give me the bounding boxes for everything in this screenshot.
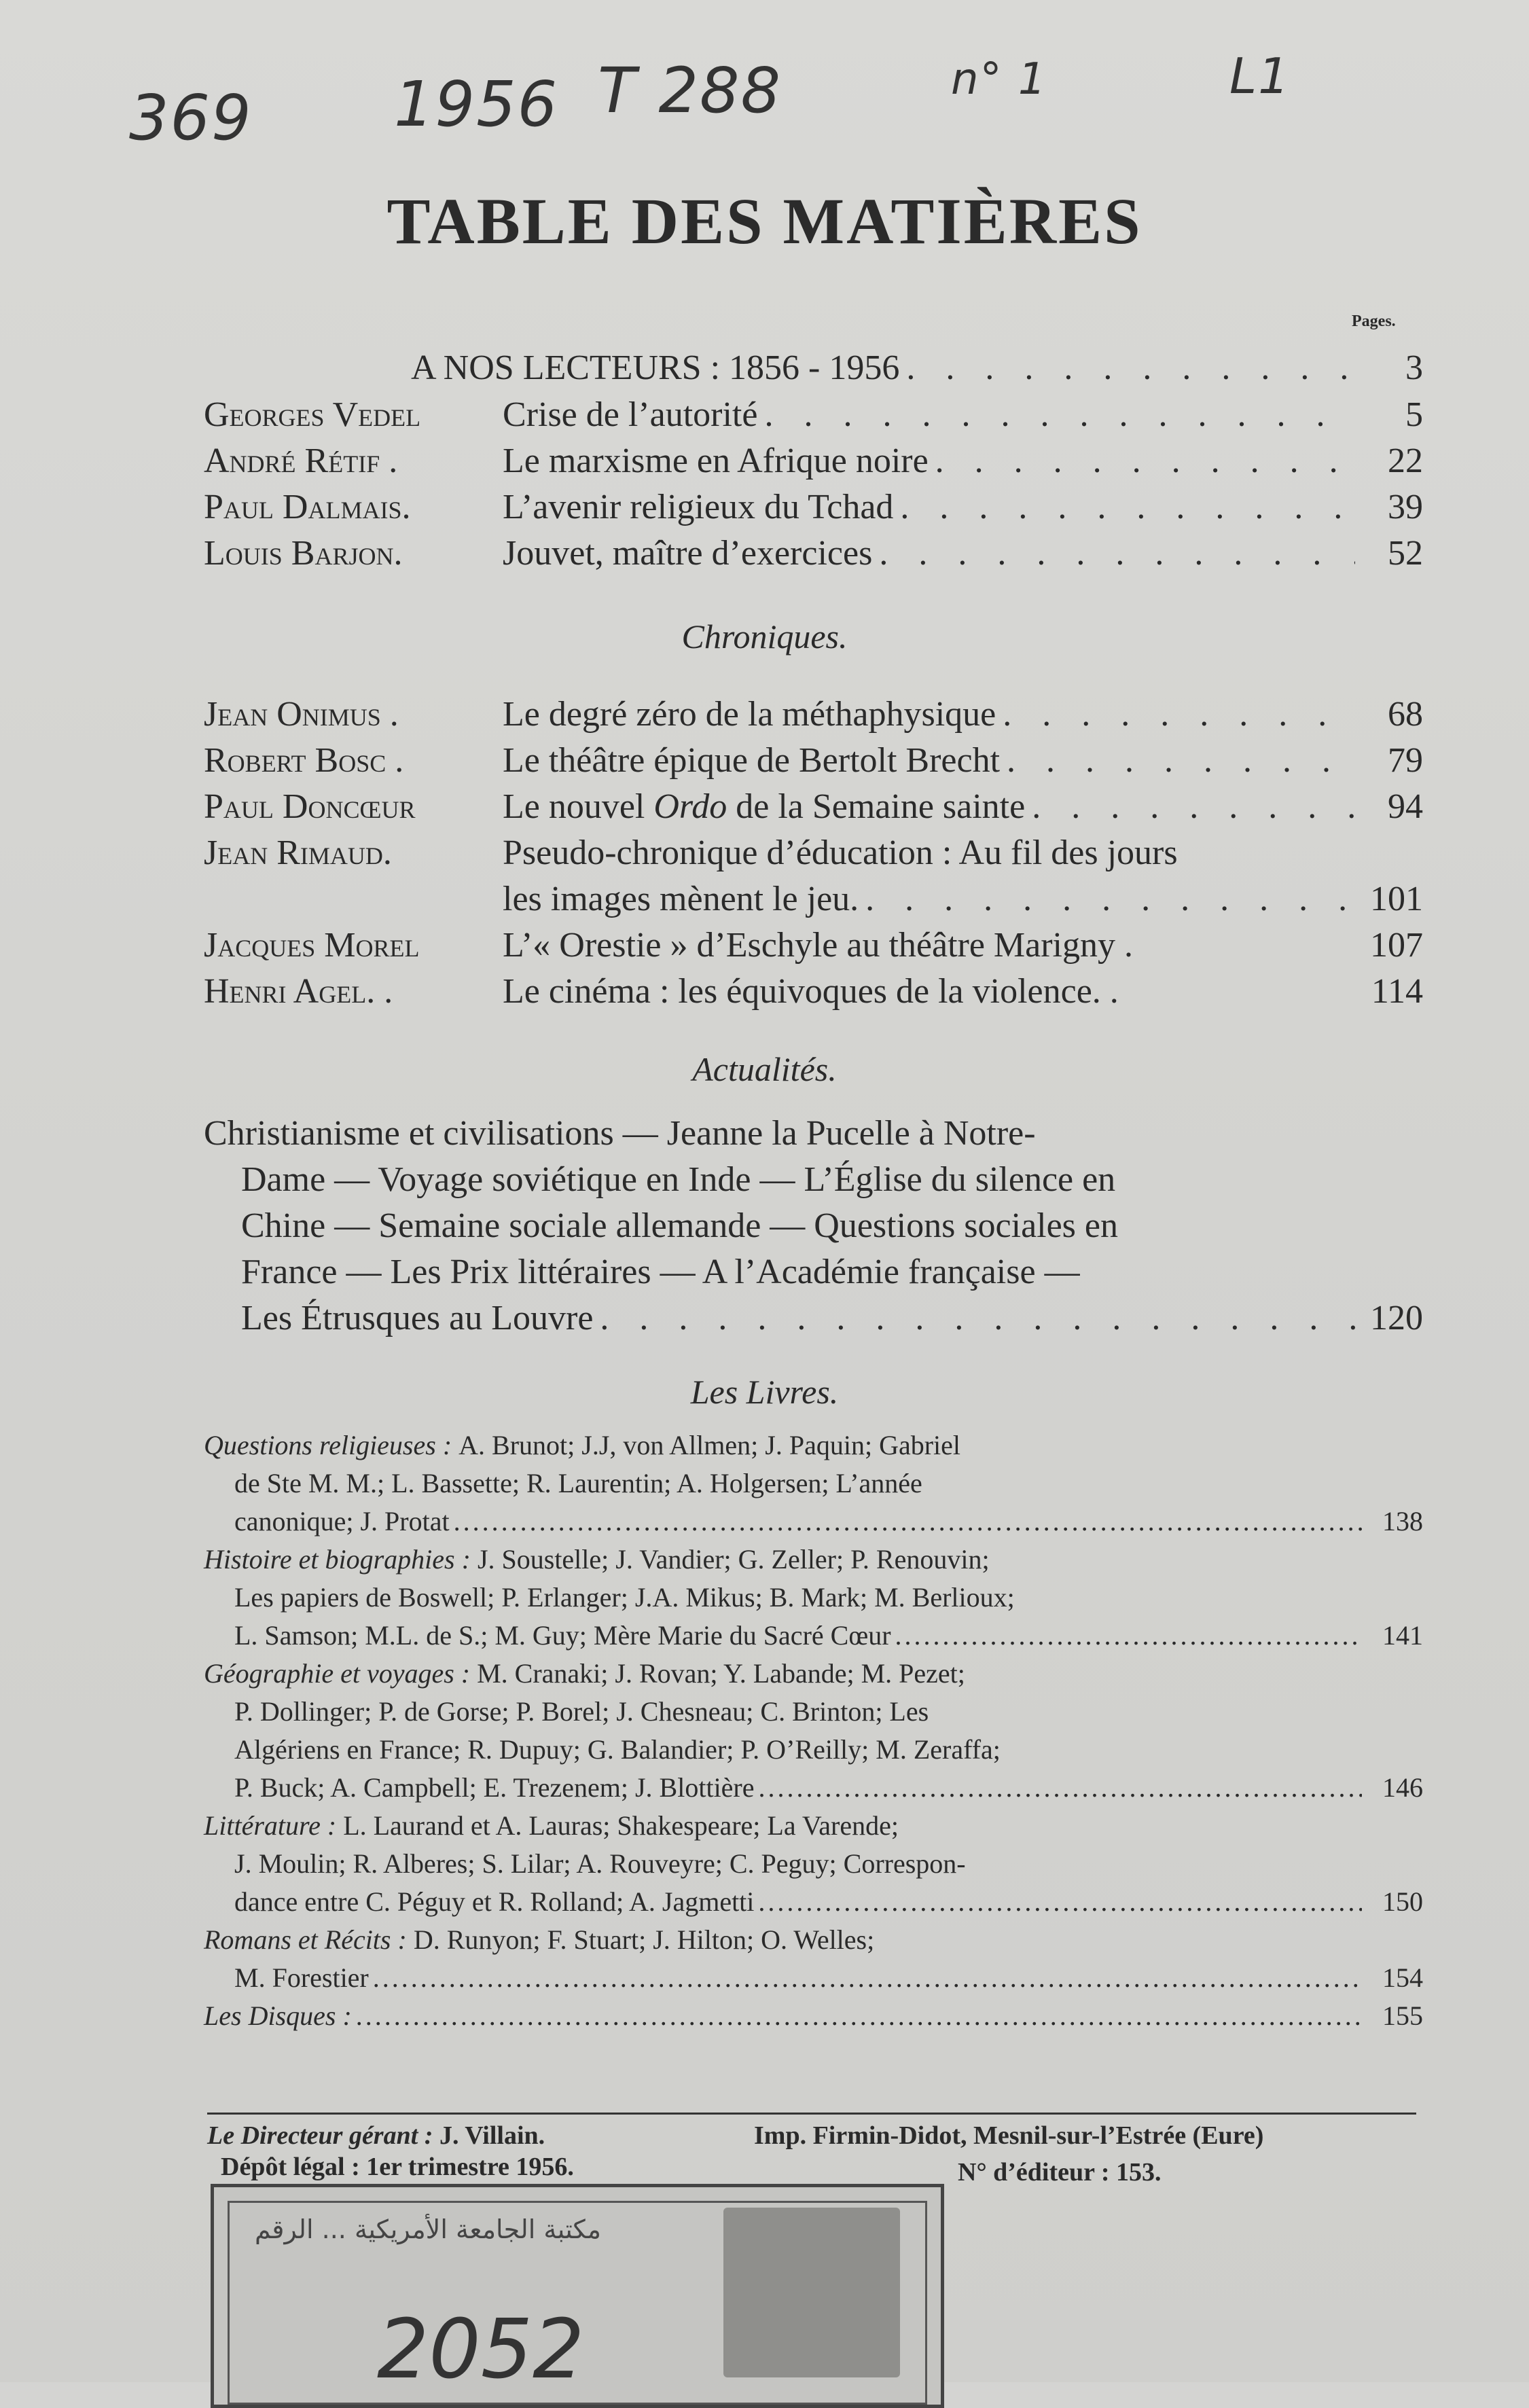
livres-line — [204, 1921, 1423, 1959]
livres-text: Les papiers de Boswell; P. Erlanger; J.A. Mikus; B. Mark; M. Berlioux; — [234, 1582, 1015, 1613]
chronique-title-pre: Le nouvel — [503, 787, 654, 826]
livres-category: Littérature : — [204, 1810, 337, 1841]
stamp-text: مكتبة الجامعة الأمريكية ... الرقم — [255, 2214, 602, 2244]
handwritten-number: 369 — [129, 82, 253, 154]
livres-text: dance entre C. Péguy et R. Rolland; A. Jagmetti — [234, 1886, 755, 1917]
livres-page: 138 — [1382, 1506, 1423, 1537]
toc-article — [204, 531, 1423, 577]
toc-chronique — [204, 969, 1423, 1015]
section-actualites: Actualités. — [692, 1050, 837, 1088]
livres-category: Questions religieuses : — [204, 1430, 452, 1460]
article-title: Jouvet, maître d’exercices — [503, 534, 873, 573]
livres-page: 141 — [1382, 1620, 1423, 1651]
dot-leader — [891, 1617, 1362, 1655]
section-livres: Les Livres. — [690, 1373, 839, 1411]
chronique-title: Le degré zéro de la méthaphysique — [503, 695, 996, 734]
livres-line — [204, 1845, 1423, 1883]
article-author: Georges Vedel — [204, 395, 421, 434]
article-author: Paul Dalmais. — [204, 488, 411, 526]
handwritten-year: 1956 — [394, 68, 559, 141]
dot-leader — [754, 1883, 1362, 1921]
toc-intro — [204, 345, 1423, 391]
article-author: Louis Barjon. — [204, 534, 403, 573]
chronique-title: Le cinéma : les équivoques de la violence. . — [503, 972, 1119, 1011]
livres-line — [204, 1883, 1423, 1921]
livres-line — [204, 1959, 1423, 1997]
livres-page: 155 — [1382, 2000, 1423, 2031]
livres-line — [204, 1541, 1423, 1579]
actualites-line — [204, 1203, 1426, 1249]
dot-leader — [929, 438, 1355, 484]
toc-article — [204, 438, 1423, 484]
footer-printer: Imp. Firmin-Didot, Mesnil-sur-l’Estrée (Eure) — [754, 2121, 1264, 2150]
footer-director — [207, 2121, 545, 2151]
actualites-text: Dame — Voyage soviétique en Inde — L’Église du silence en — [241, 1160, 1116, 1199]
livres-category: Romans et Récits : — [204, 1924, 407, 1955]
footer-director-name: J. Villain. — [439, 2121, 545, 2150]
chronique-page: 114 — [1371, 972, 1423, 1011]
chronique-author: Paul Doncœur — [204, 787, 416, 826]
livres-text: L. Samson; M.L. de S.; M. Guy; Mère Marie du Sacré Cœur — [234, 1620, 891, 1651]
actualites-text: Christianisme et civilisations — Jeanne la Pucelle à Notre- — [204, 1114, 1036, 1153]
toc-chronique — [204, 784, 1423, 830]
dot-leader — [899, 345, 1355, 391]
chronique-page: 107 — [1370, 926, 1423, 965]
chronique-author: Henri Agel. . — [204, 972, 393, 1011]
dot-leader — [872, 531, 1355, 577]
livres-category: Les Disques : — [204, 2000, 352, 2031]
page-title: TABLE DES MATIÈRES — [386, 185, 1143, 257]
actualites-text: France — Les Prix littéraires — A l’Académie française — — [241, 1253, 1080, 1291]
livres-line — [204, 1464, 1423, 1503]
livres-line — [204, 1807, 1423, 1845]
footer-divider — [207, 2113, 1416, 2115]
chronique-author: Robert Bosc . — [204, 741, 404, 780]
livres-text: P. Buck; A. Campbell; E. Trezenem; J. Blottière — [234, 1772, 755, 1803]
handwritten-issue: n° 1 — [951, 54, 1047, 105]
handwritten-volume: T 288 — [598, 54, 783, 127]
livres-text: canonique; J. Protat — [234, 1506, 450, 1537]
chronique-page: 101 — [1370, 880, 1423, 918]
dot-leader — [593, 1295, 1355, 1342]
actualites-line — [204, 1157, 1426, 1203]
chronique-author: Jean Rimaud. — [204, 833, 392, 872]
stamp-number: 2052 — [377, 2303, 585, 2397]
actualites-line — [204, 1111, 1426, 1157]
article-title: Le marxisme en Afrique noire — [503, 442, 929, 480]
livres-line — [204, 1503, 1423, 1541]
livres-text: Algériens en France; R. Dupuy; G. Balandier; P. O’Reilly; M. Zeraffa; — [234, 1734, 1001, 1765]
article-title: Crise de l’autorité — [503, 395, 758, 434]
actualites-line — [204, 1249, 1426, 1295]
livres-line — [204, 1655, 1423, 1693]
livres-text: J. Soustelle; J. Vandier; G. Zeller; P. Renouvin; — [477, 1544, 990, 1575]
handwritten-mark: L1 — [1229, 48, 1291, 105]
chronique-page: 68 — [1388, 695, 1423, 734]
library-stamp — [211, 2184, 944, 2408]
livres-list — [204, 1426, 1423, 2035]
livres-category: Géographie et voyages : — [204, 1658, 471, 1689]
toc-article — [204, 392, 1423, 438]
livres-category: Histoire et biographies : — [204, 1544, 471, 1575]
footer-depot: Dépôt légal : 1er trimestre 1956. — [221, 2153, 574, 2181]
dot-leader — [859, 876, 1355, 922]
livres-text: M. Cranaki; J. Rovan; Y. Labande; M. Pezet; — [477, 1658, 965, 1689]
toc-chronique — [204, 922, 1423, 969]
dot-leader — [1025, 784, 1355, 830]
actualites-paragraph — [204, 1111, 1426, 1342]
chronique-title-post: de la Semaine sainte — [727, 787, 1026, 826]
toc-intro-page: 3 — [1405, 348, 1423, 387]
dot-leader — [757, 392, 1355, 438]
actualites-text: Les Étrusques au Louvre — [241, 1299, 594, 1337]
chronique-page: 79 — [1388, 741, 1423, 780]
livres-text: D. Runyon; F. Stuart; J. Hilton; O. Welles; — [413, 1924, 875, 1955]
dot-leader — [1000, 738, 1355, 784]
actualites-page: 120 — [1370, 1299, 1423, 1337]
chronique-title: Le théâtre épique de Bertolt Brecht — [503, 741, 1001, 780]
toc-chronique — [204, 738, 1423, 784]
livres-line — [204, 1617, 1423, 1655]
chronique-title-cont: les images mènent le jeu. — [503, 880, 859, 918]
footer-editor-no: N° d’éditeur : 153. — [958, 2158, 1162, 2187]
livres-text: L. Laurand et A. Lauras; Shakespeare; La Varende; — [343, 1810, 899, 1841]
chronique-title: Pseudo-chronique d’éducation : Au fil des jours — [503, 833, 1178, 872]
pages-header: Pages. — [1352, 312, 1396, 330]
toc-chronique-cont — [204, 876, 1423, 922]
chronique-title-em: Ordo — [653, 787, 727, 826]
livres-page: 150 — [1382, 1886, 1423, 1917]
dot-leader — [450, 1503, 1362, 1541]
article-page: 5 — [1405, 395, 1423, 434]
livres-page: 146 — [1382, 1772, 1423, 1803]
livres-text: P. Dollinger; P. de Gorse; P. Borel; J. Chesneau; C. Brinton; Les — [234, 1696, 929, 1727]
actualites-text: Chine — Semaine sociale allemande — Questions sociales en — [241, 1206, 1118, 1245]
livres-text: M. Forestier — [234, 1962, 369, 1993]
article-title: L’avenir religieux du Tchad — [503, 488, 894, 526]
chronique-title — [503, 784, 1025, 830]
livres-text: de Ste M. M.; L. Bassette; R. Laurentin; A. Holgersen; L’année — [234, 1468, 922, 1498]
livres-text: J. Moulin; R. Alberes; S. Lilar; A. Rouveyre; C. Peguy; Correspon- — [234, 1848, 966, 1879]
livres-line — [204, 1769, 1423, 1807]
livres-text: A. Brunot; J.J, von Allmen; J. Paquin; Gabriel — [458, 1430, 961, 1460]
livres-line — [204, 1693, 1423, 1731]
actualites-line — [204, 1295, 1423, 1342]
dot-leader — [369, 1959, 1362, 1997]
livres-line — [204, 1997, 1423, 2035]
footer-director-label: Le Directeur gérant : — [207, 2121, 433, 2150]
seal-icon — [723, 2208, 900, 2377]
article-author: André Rétif . — [204, 442, 398, 480]
livres-line — [204, 1731, 1423, 1769]
toc-chronique — [204, 691, 1423, 738]
toc-article — [204, 484, 1423, 531]
article-page: 39 — [1388, 488, 1423, 526]
dot-leader — [996, 691, 1355, 738]
dot-leader — [893, 484, 1355, 531]
chronique-author: Jacques Morel — [204, 926, 420, 965]
chronique-page: 94 — [1388, 787, 1423, 826]
livres-line — [204, 1579, 1423, 1617]
chronique-title: L’« Orestie » d’Eschyle au théâtre Marigny . — [503, 926, 1134, 965]
dot-leader — [755, 1769, 1362, 1807]
livres-line — [204, 1426, 1423, 1464]
section-chroniques: Chroniques. — [681, 617, 848, 655]
dot-leader — [352, 1997, 1362, 2035]
toc-chronique — [204, 830, 1423, 876]
article-page: 22 — [1388, 442, 1423, 480]
livres-page: 154 — [1382, 1962, 1423, 1993]
chronique-author: Jean Onimus . — [204, 695, 399, 734]
toc-intro-title: A NOS LECTEURS : 1856 - 1956 — [411, 348, 900, 387]
article-page: 52 — [1388, 534, 1423, 573]
